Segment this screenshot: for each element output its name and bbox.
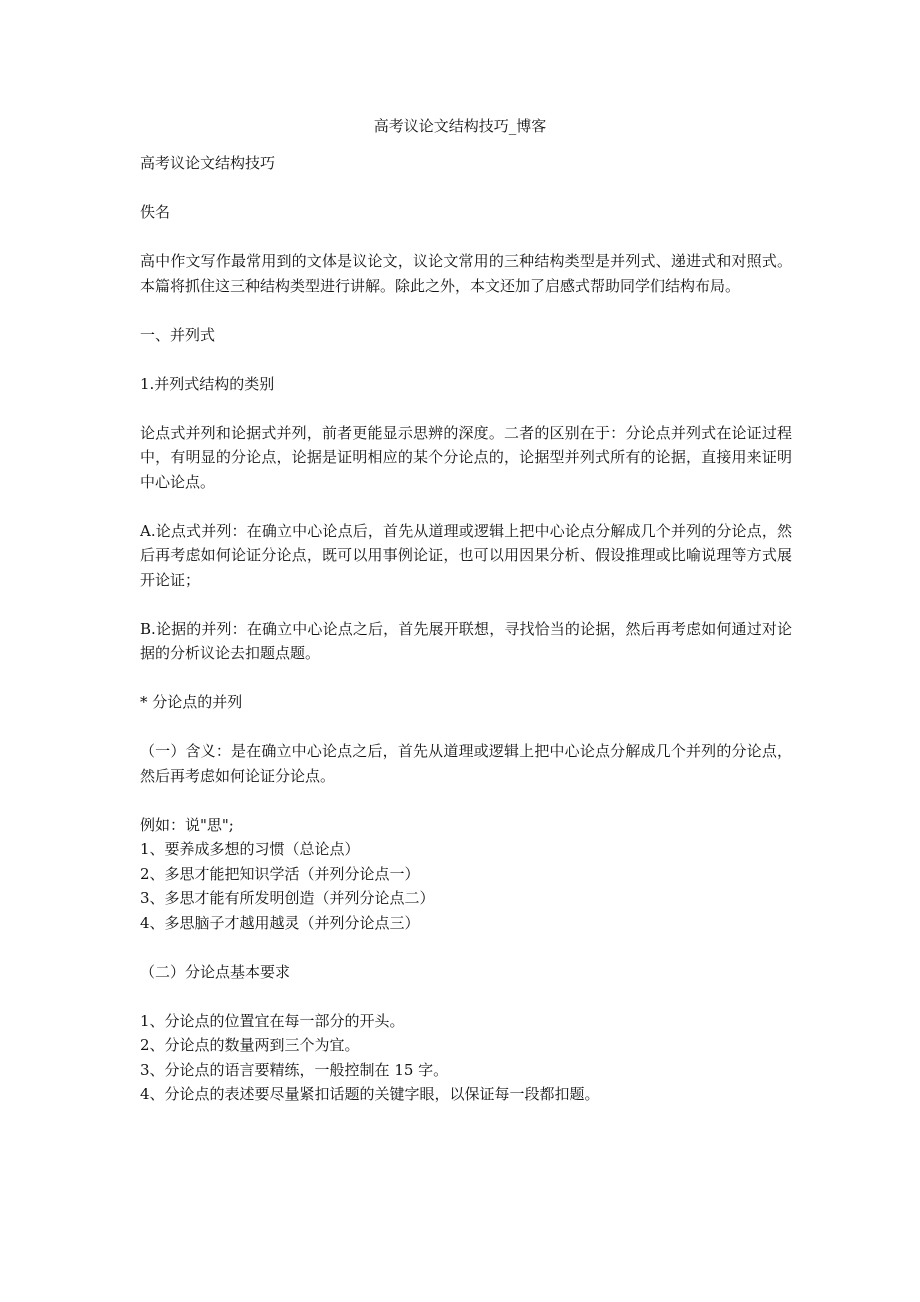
category-paragraph: 论点式并列和论据式并列，前者更能显示思辨的深度。二者的区别在于：分论点并列式在论证过程中，有明显的分论点，论据是证明相应的某个分论点的，论据型并列式所有的论据，直接用来证明中心论点。 — [140, 423, 792, 491]
requirements-heading: （二）分论点基本要求 — [140, 962, 291, 981]
intro-paragraph: 高中作文写作最常用到的文体是议论文，议论文常用的三种结构类型是并列式、递进式和对照式。本篇将抓住这三种结构类型进行讲解。除此之外，本文还加了启感式帮助同学们结构布局。 — [140, 252, 792, 295]
list-item: 4、分论点的表述要尽量紧扣话题的关键字眼，以保证每一段都扣题。 — [140, 1085, 600, 1103]
meaning-paragraph: （一）含义：是在确立中心论点之后，首先从道理或逻辑上把中心论点分解成几个并列的分论点，然后再考虑如何论证分论点。 — [140, 742, 792, 785]
list-item: 3、分论点的语言要精练，一般控制在 15 字。 — [140, 1060, 449, 1079]
list-item: 2、多思才能把知识学活（并列分论点一） — [140, 864, 420, 883]
point-a-paragraph: A.论点式并列：在确立中心论点后，首先从道理或逻辑上把中心论点分解成几个并列的分论点，然后再考虑如何论证分论点，既可以用事例论证，也可以用因果分析、假设推理或比喻说理等方式展开论证； — [140, 521, 792, 589]
example-intro: 例如：说"思"; — [140, 815, 234, 834]
list-item: 1、分论点的位置宜在每一部分的开头。 — [140, 1011, 405, 1030]
document-body — [140, 151, 792, 1131]
article-heading: 高考议论文结构技巧 — [140, 154, 276, 172]
document-title: 高考议论文结构技巧_博客 — [373, 117, 547, 135]
requirements-list — [140, 1009, 792, 1107]
list-item: 1、要养成多想的习惯（总论点） — [140, 840, 360, 858]
star-heading: * 分论点的并列 — [140, 693, 243, 711]
list-item: 2、分论点的数量两到三个为宜。 — [140, 1036, 360, 1054]
point-b-paragraph: B.论据的并列：在确立中心论点之后，首先展开联想，寻找恰当的论据，然后再考虑如何通过对论据的分析议论去扣题点题。 — [140, 619, 792, 662]
section-title: 一、并列式 — [140, 325, 216, 344]
subsection-title: 1.并列式结构的类别 — [140, 374, 275, 393]
list-item: 4、多思脑子才越用越灵（并列分论点三） — [140, 913, 420, 932]
list-item: 3、多思才能有所发明创造（并列分论点二） — [140, 889, 435, 907]
example-list — [140, 813, 792, 936]
author-name: 佚名 — [140, 203, 171, 221]
